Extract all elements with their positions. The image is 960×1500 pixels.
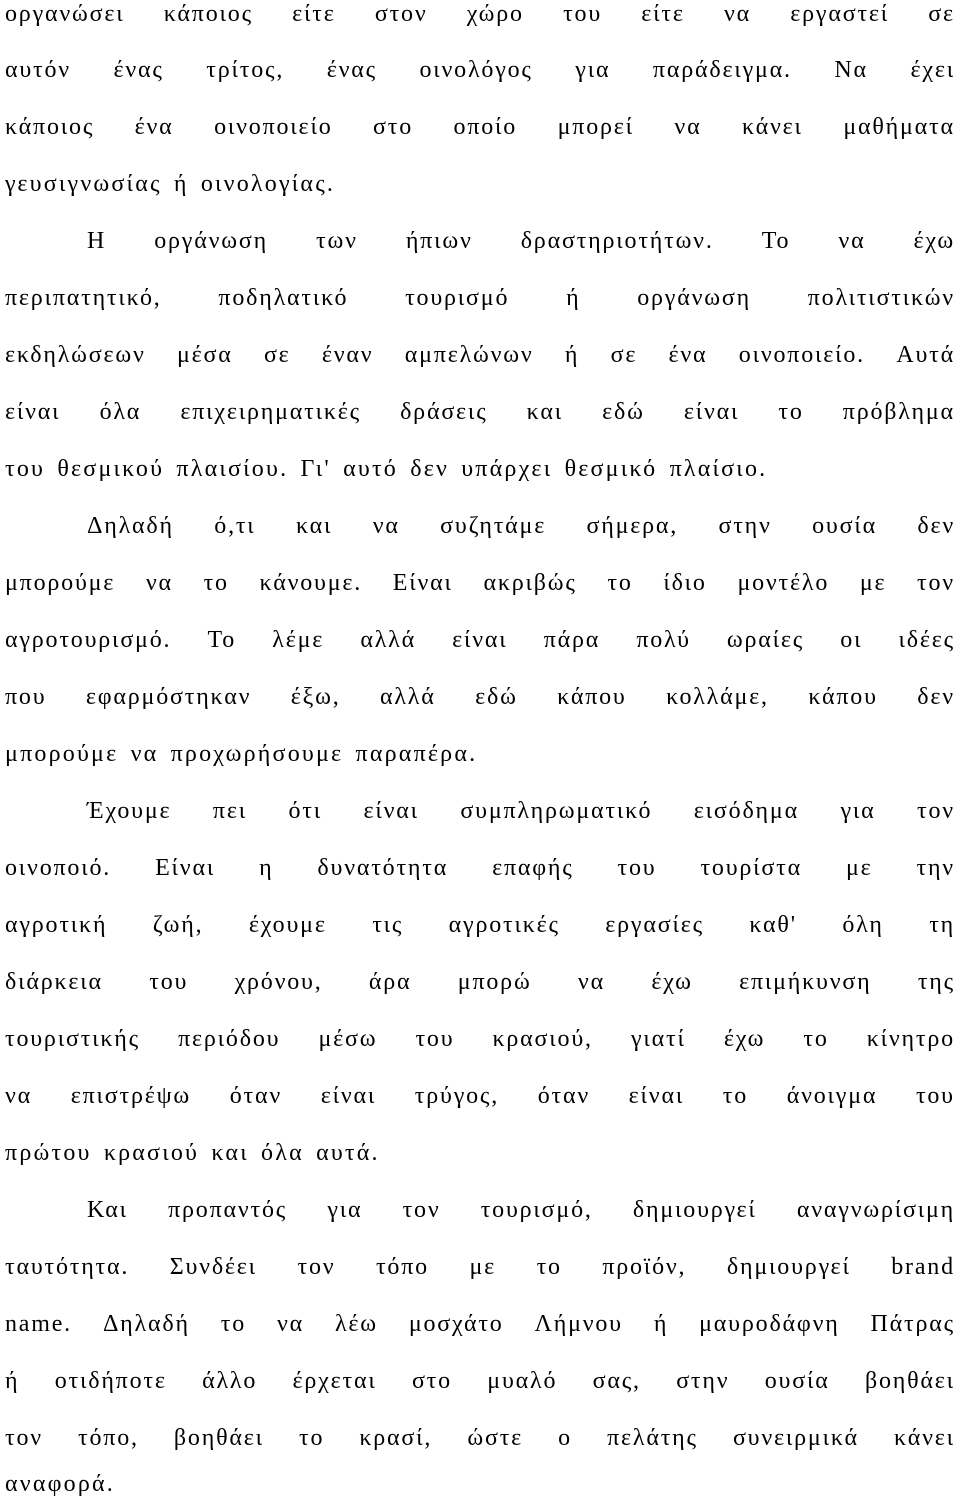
word: του (563, 1, 603, 27)
paragraph-start-line (87, 797, 955, 825)
word: είναι (5, 399, 61, 425)
word: Πάτρας (870, 1311, 955, 1337)
word: ένας (326, 57, 377, 83)
word: με (845, 855, 873, 881)
paragraph-start-line (87, 227, 955, 255)
word: αμπελώνων (404, 342, 534, 368)
word: μέσω (318, 1026, 378, 1052)
text-line (5, 1025, 955, 1053)
word: για (840, 798, 876, 824)
word: χρόνου, (234, 969, 323, 995)
word: παράδειγμα. (652, 57, 792, 83)
text-line (5, 398, 955, 426)
word: δυνατότητα (317, 855, 449, 881)
word: λέμε (272, 627, 325, 653)
word: ήπιων (405, 228, 473, 254)
word: δημιουργεί (726, 1254, 851, 1280)
word: οινοποιείο. (738, 342, 865, 368)
word: τον (5, 1425, 43, 1451)
word: συμπληρωματικό (460, 798, 653, 824)
word: που (5, 684, 47, 710)
word: καθ' (749, 912, 797, 938)
word: μαυροδάφνη (699, 1311, 840, 1337)
word: περιόδου (178, 1026, 281, 1052)
word: το (220, 1311, 246, 1337)
word: κάπου (557, 684, 627, 710)
word: Η (87, 228, 107, 254)
word: του (415, 1026, 455, 1052)
word: κάποιος (163, 1, 253, 27)
word: κάνει (894, 1425, 955, 1451)
word: όταν (229, 1083, 282, 1109)
word: Δηλαδή (87, 513, 174, 539)
word: ένα (134, 114, 174, 140)
word: ή (564, 342, 580, 368)
word: ότι (288, 798, 322, 824)
word: εφαρμόστηκαν (85, 684, 252, 710)
word: έχω (723, 1026, 766, 1052)
word: έναν (321, 342, 374, 368)
word: οργανώσει (5, 1, 125, 27)
word: δράσεις (400, 399, 488, 425)
word: Λήμνου (534, 1311, 623, 1337)
word: με (469, 1254, 497, 1280)
word: ουσία (764, 1368, 830, 1394)
word: αναγνωρίσιμη (796, 1197, 955, 1223)
word: το (203, 570, 229, 596)
word: χώρο (466, 1, 524, 27)
word: ποδηλατικό (218, 285, 349, 311)
word: οινοποιείο (214, 114, 333, 140)
word: ένας (113, 57, 164, 83)
word: πρόβλημα (842, 399, 955, 425)
word: έρχεται (292, 1368, 377, 1394)
word: κίνητρο (866, 1026, 955, 1052)
word: εδώ (475, 684, 518, 710)
word: την (916, 855, 955, 881)
word: εισόδημα (693, 798, 799, 824)
word: τρίτος, (206, 57, 285, 83)
word: να (145, 570, 173, 596)
text-line (5, 626, 955, 654)
word: στο (373, 114, 413, 140)
word: Αυτά (896, 342, 955, 368)
word: ακριβώς (483, 570, 577, 596)
word: αλλά (360, 627, 416, 653)
word: τουρίστα (700, 855, 802, 881)
word: αγροτουρισμό. (5, 627, 172, 653)
text-line (5, 341, 955, 369)
word: αγροτική (5, 912, 108, 938)
word: του (915, 1083, 955, 1109)
word: οργάνωση (637, 285, 751, 311)
word: τον (917, 570, 955, 596)
word: συνειρμικά (732, 1425, 859, 1451)
text-line (5, 1082, 955, 1110)
word: επιχειρηματικές (180, 399, 361, 425)
word: εργασίες (605, 912, 704, 938)
word: να (372, 513, 400, 539)
word: κάνουμε. (259, 570, 363, 596)
word: των (316, 228, 358, 254)
word: το (607, 570, 633, 596)
word: για (575, 57, 611, 83)
word: Έχουμε (87, 798, 172, 824)
word: πελάτης (607, 1425, 698, 1451)
word: άνοιγμα (786, 1083, 878, 1109)
word: βοηθάει (173, 1425, 264, 1451)
word: με (859, 570, 887, 596)
word: ή (566, 285, 581, 311)
word: δραστηριοτήτων. (520, 228, 714, 254)
word: ζωή, (152, 912, 204, 938)
word: οι (840, 627, 863, 653)
word: μπορώ (457, 969, 532, 995)
word: έξω, (290, 684, 341, 710)
word: το (536, 1254, 562, 1280)
word: τουρισμό, (480, 1197, 593, 1223)
text-line (5, 1367, 955, 1395)
word: αλλά (379, 684, 436, 710)
word: γιατί (630, 1026, 686, 1052)
word: name. (5, 1311, 72, 1337)
word: ο (558, 1425, 572, 1451)
word: τουρισμό (405, 285, 510, 311)
text-line (5, 569, 955, 597)
word: τουριστικής (5, 1026, 140, 1052)
word: οινοποιό. (5, 855, 112, 881)
text-line (5, 1310, 955, 1338)
text-line (5, 1424, 955, 1452)
word: δεν (917, 684, 955, 710)
word: το (778, 399, 804, 425)
word: περιπατητικό, (5, 285, 162, 311)
paragraph-start-line (87, 512, 955, 540)
word: πει (212, 798, 247, 824)
word: το (803, 1026, 829, 1052)
word: αγροτικές (448, 912, 560, 938)
word: η (259, 855, 274, 881)
word: Και (87, 1197, 128, 1223)
word: σήμερα, (586, 513, 679, 539)
word: να (724, 1, 752, 27)
word: είναι (320, 1083, 377, 1109)
word: τρύγος, (414, 1083, 500, 1109)
word: μέσα (176, 342, 233, 368)
text-line (5, 113, 955, 141)
word: Το (207, 627, 237, 653)
word: μοσχάτο (408, 1311, 504, 1337)
word: Συνδέει (169, 1254, 257, 1280)
word: να (5, 1083, 33, 1109)
word: οποίο (453, 114, 518, 140)
word: πολιτιστικών (807, 285, 955, 311)
word: μπορούμε (5, 570, 116, 596)
word: όλα (99, 399, 142, 425)
word: στον (374, 1, 428, 27)
word: όλη (842, 912, 884, 938)
word: πάρα (543, 627, 601, 653)
word: οινολόγος (419, 57, 533, 83)
word: Να (834, 57, 868, 83)
word: σας, (592, 1368, 641, 1394)
text-line (5, 854, 955, 882)
word: τον (917, 798, 955, 824)
word: έχει (910, 57, 955, 83)
text-line (5, 683, 955, 711)
word: να (276, 1311, 304, 1337)
word: ωραίες (726, 627, 805, 653)
word: πολύ (636, 627, 691, 653)
word: μοντέλο (737, 570, 830, 596)
word: έχουμε (248, 912, 327, 938)
word: τόπο (375, 1254, 429, 1280)
word: λέω (334, 1311, 378, 1337)
word: ώστε (467, 1425, 524, 1451)
word: για (327, 1197, 363, 1223)
word: άλλο (202, 1368, 258, 1394)
word: επιμήκυνση (739, 969, 872, 995)
word: οργάνωση (154, 228, 268, 254)
word: σε (610, 342, 638, 368)
word: κάπου (808, 684, 878, 710)
word: τις (372, 912, 404, 938)
word: δημιουργεί (632, 1197, 757, 1223)
word: στην (676, 1368, 730, 1394)
word: είναι (683, 399, 740, 425)
word: είναι (363, 798, 419, 824)
word: όταν (537, 1083, 590, 1109)
text-line (5, 968, 955, 996)
word: σε (263, 342, 291, 368)
word: μπορεί (557, 114, 634, 140)
word: Είναι (392, 570, 453, 596)
word: επιστρέψω (70, 1083, 192, 1109)
word: τον (402, 1197, 441, 1223)
paragraph-start-line (87, 1196, 955, 1224)
word: ιδέες (898, 627, 955, 653)
text-line: πρώτου κρασιού και όλα αυτά. (5, 1140, 380, 1166)
word: έχω (913, 228, 955, 254)
word: εδώ (602, 399, 645, 425)
word: αυτόν (5, 57, 71, 83)
text-line: μπορούμε να προχωρήσουμε παραπέρα. (5, 741, 478, 767)
word: κάνει (741, 114, 803, 140)
word: Το (761, 228, 791, 254)
word: βοηθάει (864, 1368, 955, 1394)
word: το (722, 1083, 749, 1109)
word: ταυτότητα. (5, 1254, 130, 1280)
word: κολλάμε, (666, 684, 769, 710)
word: Είναι (155, 855, 216, 881)
word: τόπο, (78, 1425, 139, 1451)
word: να (577, 969, 605, 995)
word: ουσία (812, 513, 877, 539)
word: είναι (452, 627, 508, 653)
word: επαφής (492, 855, 574, 881)
word: κρασί, (359, 1425, 433, 1451)
text-line (5, 56, 955, 84)
word: στην (718, 513, 772, 539)
word: εκδηλώσεων (5, 342, 146, 368)
word: ή (653, 1311, 669, 1337)
word: συζητάμε (440, 513, 547, 539)
word: ίδιο (663, 570, 707, 596)
word: να (838, 228, 866, 254)
word: είτε (292, 1, 336, 27)
text-line: του θεσμικού πλαισίου. Γι' αυτό δεν υπάρχει θεσμικό πλαίσιο. (5, 456, 768, 482)
word: ένα (668, 342, 708, 368)
word: κάποιος (5, 114, 95, 140)
word: προπαντός (168, 1197, 288, 1223)
text-line: αναφορά. (5, 1471, 116, 1497)
word: Δηλαδή (102, 1311, 190, 1337)
word: σε (928, 1, 955, 27)
word: κρασιού, (492, 1026, 593, 1052)
word: εργαστεί (790, 1, 890, 27)
word: είναι (628, 1083, 685, 1109)
word: προϊόν, (602, 1254, 687, 1280)
word: μαθήματα (843, 114, 955, 140)
word: του (149, 969, 189, 995)
word: μυαλό (487, 1368, 558, 1394)
word: τη (929, 912, 955, 938)
word: ή (5, 1368, 20, 1394)
word: είτε (641, 1, 685, 27)
text-line (5, 911, 955, 939)
text-line (5, 0, 955, 28)
word: και (295, 513, 333, 539)
text-line: γευσιγνωσίας ή οινολογίας. (5, 171, 336, 197)
word: και (526, 399, 563, 425)
word: στο (411, 1368, 452, 1394)
text-line (5, 1253, 955, 1281)
word: να (674, 114, 702, 140)
word: έχω (651, 969, 693, 995)
word: της (917, 969, 955, 995)
word: το (299, 1425, 325, 1451)
word: ό,τι (214, 513, 256, 539)
word: άρα (368, 969, 412, 995)
word: τον (297, 1254, 336, 1280)
text-line (5, 284, 955, 312)
word: του (617, 855, 657, 881)
word: οτιδήποτε (54, 1368, 167, 1394)
word: brand (891, 1254, 955, 1280)
word: δεν (917, 513, 955, 539)
word: διάρκεια (5, 969, 103, 995)
